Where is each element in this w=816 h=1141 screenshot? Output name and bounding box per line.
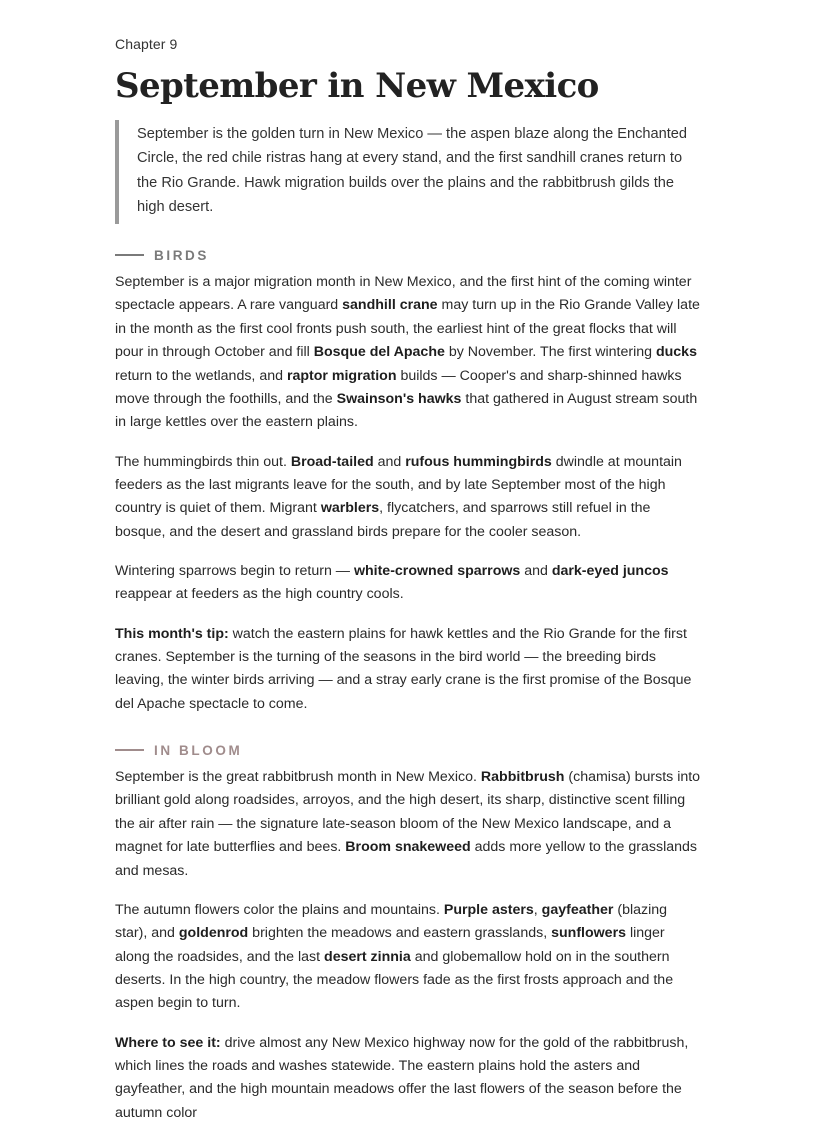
section-heading-birds bbox=[115, 246, 209, 264]
bold-term: Where to see it: bbox=[115, 1034, 221, 1051]
bold-term: goldenrod bbox=[178, 925, 249, 942]
paragraph bbox=[115, 1032, 701, 1126]
bold-term: Bosque del Apache bbox=[313, 344, 445, 361]
text-run: brighten the meadows and eastern grasslands, bbox=[248, 925, 552, 942]
text-run: reappear at feeders as the high country cools. bbox=[115, 586, 404, 603]
text-run: builds — Cooper's and sharp-shinned hawks move through the foothills, and the bbox=[115, 367, 682, 408]
bold-term: dark-eyed juncos bbox=[551, 563, 669, 580]
paragraph bbox=[115, 271, 701, 435]
text-run: drive almost any New Mexico highway now for the gold of the rabbitbrush, which lines the roads and washes statewide. The eastern plains hold the asters and gayfeather, and the high mountain meadows offer the last flowers of the season before the autumn color bbox=[115, 1034, 689, 1121]
text-run: The autumn flowers color the plains and mountains. bbox=[115, 901, 444, 918]
text-run: Wintering sparrows begin to return — bbox=[115, 563, 354, 580]
bold-term: rufous hummingbirds bbox=[405, 453, 552, 470]
heading-rule bbox=[115, 254, 144, 256]
heading-rule bbox=[115, 749, 144, 751]
text-run: and bbox=[520, 563, 552, 580]
paragraph bbox=[115, 451, 701, 545]
text-run: , flycatchers, and sparrows still refuel in the bosque, and the desert and grassland birds prepare for the cooler season. bbox=[115, 500, 651, 540]
section-body-birds bbox=[115, 271, 701, 732]
text-run: , bbox=[533, 901, 542, 918]
text-run: adds more yellow to the grasslands and mesas. bbox=[115, 839, 697, 879]
bold-term: desert zinnia bbox=[324, 948, 411, 965]
bold-term: Broom snakeweed bbox=[345, 839, 471, 856]
bold-term: raptor migration bbox=[286, 367, 397, 384]
text-run: by November. The first wintering bbox=[444, 344, 656, 361]
bold-term: gayfeather bbox=[541, 901, 614, 918]
bold-term: This month's tip: bbox=[115, 625, 229, 642]
text-run: dwindle at mountain feeders as the last migrants leave for the south, and by late September most of the high country is quiet of them. Migrant bbox=[115, 453, 682, 517]
text-run: September is a major migration month in New Mexico, and the first hint of the coming winter spectacle appears. A rare vanguard bbox=[115, 274, 692, 314]
bold-term: warblers bbox=[320, 500, 380, 517]
intro-blockquote: September is the golden turn in New Mexico — the aspen blaze along the Enchanted Circle, the red chile ristras hang at every stand, and the first sandhill cranes return to the Rio Grande. Hawk migration builds over the plains and the rabbitbrush gilds the high desert. bbox=[115, 120, 700, 224]
paragraph bbox=[115, 623, 701, 717]
page-title: September in New Mexico bbox=[115, 66, 599, 106]
chapter-label: Chapter 9 bbox=[115, 36, 178, 52]
bold-term: Swainson's hawks bbox=[336, 391, 462, 408]
text-run: and bbox=[373, 453, 406, 470]
bold-term: sunflowers bbox=[551, 925, 626, 942]
text-run: return to the wetlands, and bbox=[115, 367, 287, 384]
bold-term: sandhill crane bbox=[342, 297, 438, 314]
bold-term: Broad-tailed bbox=[290, 453, 374, 470]
paragraph bbox=[115, 766, 701, 883]
text-run: September is the great rabbitbrush month in New Mexico. bbox=[115, 769, 481, 785]
text-run: (chamisa) bursts into brilliant gold along roadsides, arroyos, and the high desert, its sharp, distinctive scent filling the air after rain — the signature late-season bloom of the New Mexico landscape, and a magnet for late butterflies and bees. bbox=[115, 769, 701, 856]
section-heading-label: BIRDS bbox=[154, 247, 210, 263]
bold-term: Purple asters bbox=[443, 901, 534, 918]
text-run: that gathered in August stream south in large kettles over the eastern plains. bbox=[115, 391, 698, 431]
text-run: (blazing star), and bbox=[115, 901, 668, 942]
text-run: watch the eastern plains for hawk kettles and the Rio Grande for the first cranes. September is the turning of the seasons in the bird world — the breeding birds leaving, the winter birds arriving — and a stray early crane is the first promise of the Bosque del Apache spectacle to come. bbox=[115, 625, 692, 712]
paragraph bbox=[115, 560, 701, 607]
section-heading-in-bloom bbox=[115, 741, 242, 759]
bold-term: Rabbitbrush bbox=[480, 769, 565, 785]
text-run: linger along the roadsides, and the last bbox=[115, 925, 665, 965]
text-run: and globemallow hold on in the southern deserts. In the high country, the meadow flowers fade as the first frosts approach and the aspen begin to turn. bbox=[115, 948, 674, 1012]
section-body-in-bloom bbox=[115, 766, 701, 1141]
bold-term: white-crowned sparrows bbox=[353, 563, 521, 580]
paragraph bbox=[115, 899, 701, 1016]
bold-term: ducks bbox=[655, 344, 697, 361]
text-run: may turn up in the Rio Grande Valley late in the month as the first cool fronts push south, the earliest hint of the great flocks that will pour in through October and fill bbox=[115, 297, 700, 361]
section-heading-label: IN BLOOM bbox=[154, 742, 243, 758]
text-run: The hummingbirds thin out. bbox=[115, 453, 291, 470]
